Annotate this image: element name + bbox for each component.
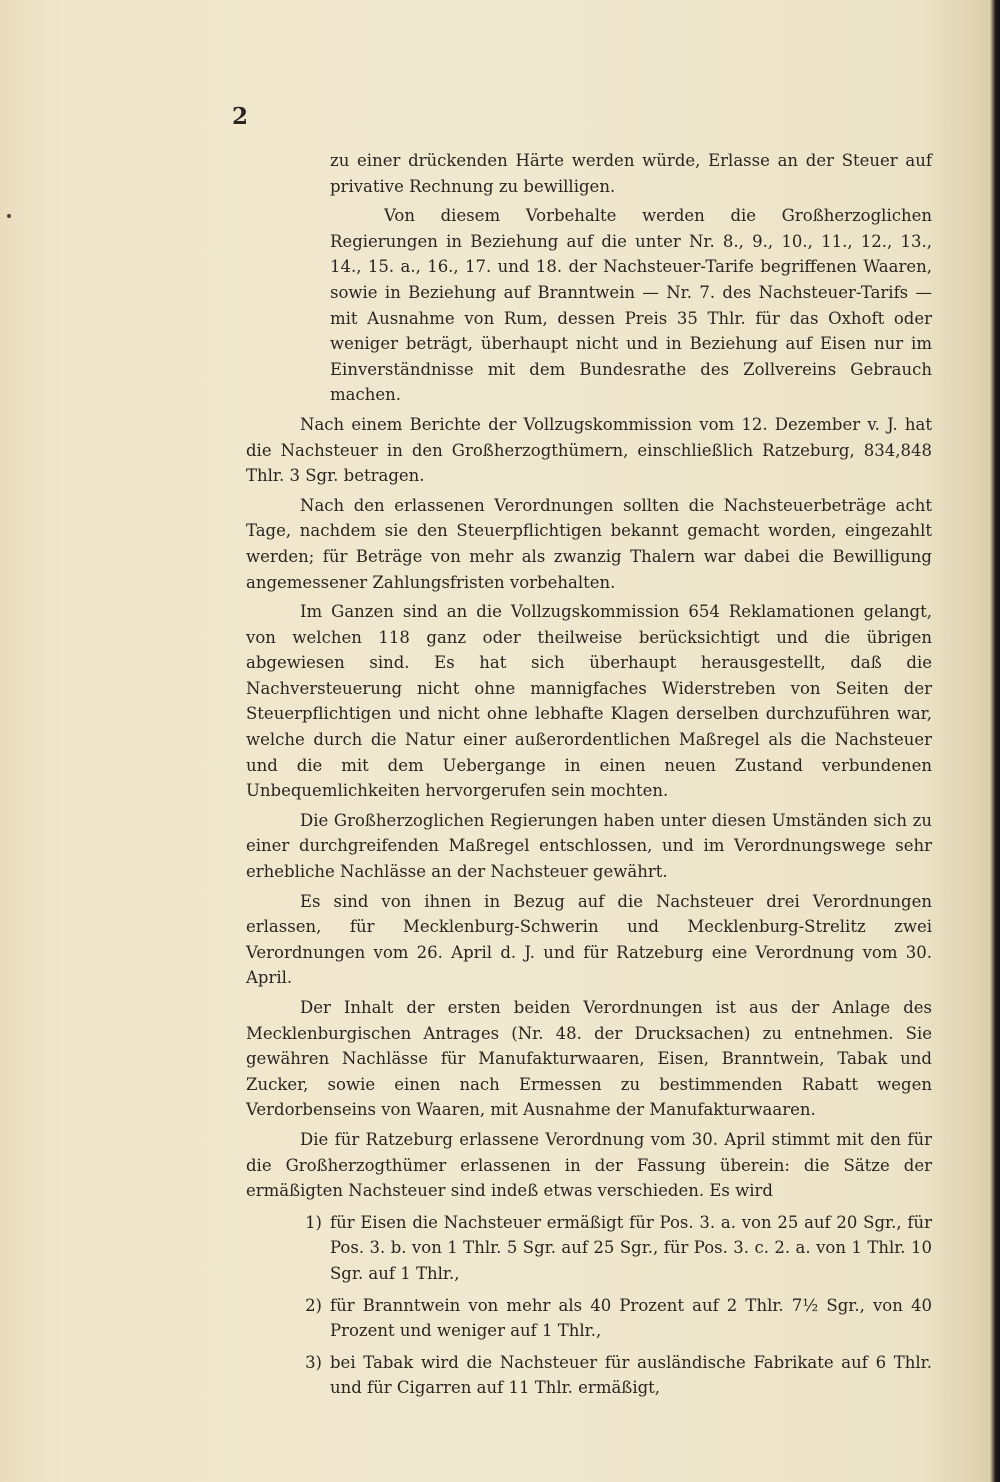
paragraph-reclamations: Im Ganzen sind an die Vollzugskommission 654 Reklamationen gelangt, von welchen 118 ganz oder theilweise berücksichtigt und die übrigen abgewiesen sind. Es hat sich überhaupt herausgestellt, daß die Nachversteuerung nicht ohne mannigfaches Widerstreben von Seiten der Steuerpflichtigen und nicht ohne lebhafte Klagen derselben durchzuführen war, welche durch die Natur einer außerordentlichen Maßregel als die Nachsteuer und die mit dem Uebergange in einen neuen Zustand verbundenen Unbequemlichkeiten hervorgerufen sein mochten.: [246, 602, 932, 801]
paragraph-continuation: zu einer drückenden Härte werden würde, Erlasse an der Steuer auf privative Rechnung zu bewilligen.: [330, 151, 932, 196]
list-item-text: für Branntwein von mehr als 40 Prozent auf 2 Thlr. 7½ Sgr., von 40 Prozent und weniger auf 1 Thlr.,: [330, 1295, 932, 1341]
list-item-text: für Eisen die Nachsteuer ermäßigt für Pos. 3. a. von 25 auf 20 Sgr., für Pos. 3. b. von 1 Thlr. 5 Sgr. auf 25 Sgr., für Pos. 3. c. 2. a. von 1 Thlr. 10 Sgr. auf 1 Thlr.,: [330, 1212, 932, 1283]
paragraph-content: Der Inhalt der ersten beiden Verordnungen ist aus der Anlage des Mecklenburgischen Antrages (Nr. 48. der Drucksachen) zu entnehmen. Sie gewähren Nachlässe für Manufakturwaaren, Eisen, Branntwein, Tabak und Zucker, sowie einen nach Ermessen zu bestimmenden Rabatt wegen Verdorbenseins von Waaren, mit Ausnahme der Manufakturwaaren.: [246, 998, 932, 1120]
body-text: [246, 148, 932, 1407]
list-item-number: 1): [305, 1212, 322, 1232]
margin-speck: [7, 214, 11, 218]
list-item-number: 2): [305, 1295, 322, 1315]
paragraph-reservation: Von diesem Vorbehalte werden die Großherzoglichen Regierungen in Beziehung auf die unter Nr. 8., 9., 10., 11., 12., 13., 14., 15. a., 16., 17. und 18. der Nachsteuer-Tarife begriffenen Waaren, sowie in Beziehung auf Branntwein — Nr. 7. des Nachsteuer-Tarifs — mit Ausnahme von Rum, dessen Preis 35 Thlr. für das Oxhoft oder weniger beträgt, überhaupt nicht und in Beziehung auf Eisen nur im Einverständnisse mit dem Bundesrathe des Zollvereins Gebrauch machen.: [330, 206, 932, 405]
paragraph-ratzeburg: Die für Ratzeburg erlassene Verordnung vom 30. April stimmt mit den für die Großherzogthümer erlassenen in der Fassung überein: die Sätze der ermäßigten Nachsteuer sind indeß etwas verschieden. Es wird: [246, 1129, 932, 1201]
paragraph-ordinances: Es sind von ihnen in Bezug auf die Nachsteuer drei Verordnungen erlassen, für Mecklenburg-Schwerin und Mecklenburg-Strelitz zwei Verordnungen vom 26. April d. J. und für Ratzeburg eine Verordnung vom 30. April.: [246, 891, 932, 988]
binding-edge: [990, 0, 1000, 1482]
list-item-text: bei Tabak wird die Nachsteuer für ausländische Fabrikate auf 6 Thlr. und für Cigarren auf 11 Thlr. ermäßigt,: [330, 1352, 932, 1398]
paragraph-measures: Die Großherzoglichen Regierungen haben unter diesen Umständen sich zu einer durchgreifenden Maßregel entschlossen, und im Verordnungswege sehr erhebliche Nachlässe an der Nachsteuer gewährt.: [246, 810, 932, 882]
reduction-list: [246, 1210, 932, 1401]
page-number: 2: [232, 103, 249, 130]
list-item: [246, 1293, 932, 1344]
list-item: [246, 1350, 932, 1401]
list-item-number: 3): [305, 1352, 322, 1372]
paragraph-payment: Nach den erlassenen Verordnungen sollten die Nachsteuerbeträge acht Tage, nachdem sie den Steuerpflichtigen bekannt gemacht worden, eingezahlt werden; für Beträge von mehr als zwanzig Thalern war dabei die Bewilligung angemessener Zahlungsfristen vorbehalten.: [246, 495, 932, 592]
paragraph-report: Nach einem Berichte der Vollzugskommission vom 12. Dezember v. J. hat die Nachsteuer in den Großherzogthümern, einschließlich Ratzeburg, 834,848 Thlr. 3 Sgr. betragen.: [246, 414, 932, 486]
list-item: [246, 1210, 932, 1287]
